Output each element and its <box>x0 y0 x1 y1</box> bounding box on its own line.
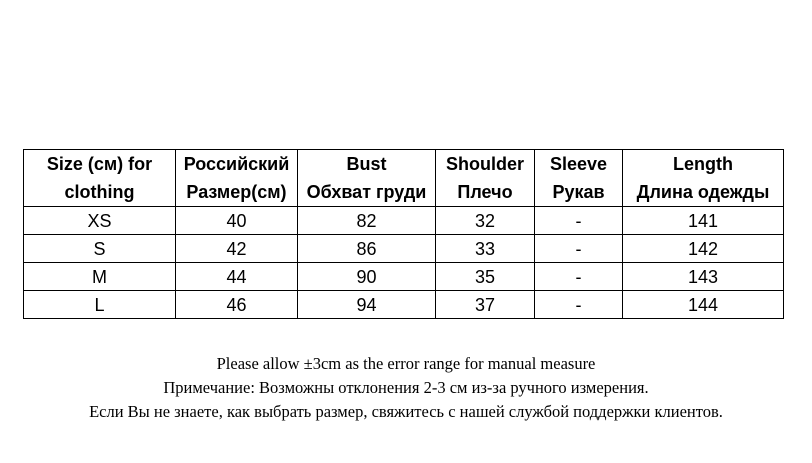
note-error-range-en: Please allow ±3cm as the error range for manual measure <box>216 354 596 373</box>
table-row <box>24 235 784 263</box>
table-row <box>24 263 784 291</box>
cell-bust: 86 <box>298 235 436 263</box>
cell-shoulder: 35 <box>436 263 535 291</box>
cell-length: 142 <box>623 235 784 263</box>
cell-russian-size: 42 <box>176 235 298 263</box>
table-row <box>24 207 784 235</box>
cell-length: 143 <box>623 263 784 291</box>
table-row <box>24 291 784 319</box>
cell-length: 141 <box>623 207 784 235</box>
cell-size: XS <box>24 207 176 235</box>
cell-bust: 82 <box>298 207 436 235</box>
cell-shoulder: 37 <box>436 291 535 319</box>
note-contact-support-ru: Если Вы не знаете, как выбрать размер, свяжитесь с нашей службой поддержки клиентов. <box>89 402 723 421</box>
cell-sleeve: - <box>535 263 623 291</box>
header-size-for-clothing: Size (см) for clothing <box>24 150 176 207</box>
cell-shoulder: 32 <box>436 207 535 235</box>
cell-size: M <box>24 263 176 291</box>
header-sleeve: Sleeve Рукав <box>535 150 623 207</box>
header-bust: Bust Обхват груди <box>298 150 436 207</box>
cell-bust: 94 <box>298 291 436 319</box>
cell-shoulder: 33 <box>436 235 535 263</box>
header-length: Length Длина одежды <box>623 150 784 207</box>
cell-sleeve: - <box>535 291 623 319</box>
header-shoulder: Shoulder Плечо <box>436 150 535 207</box>
cell-russian-size: 46 <box>176 291 298 319</box>
header-russian-size: Российский Размер(см) <box>176 150 298 207</box>
note-error-range-ru: Примечание: Возможны отклонения 2-3 см из-за ручного измерения. <box>163 378 649 397</box>
measurement-notes <box>0 352 812 424</box>
cell-sleeve: - <box>535 235 623 263</box>
cell-length: 144 <box>623 291 784 319</box>
cell-size: L <box>24 291 176 319</box>
cell-size: S <box>24 235 176 263</box>
cell-russian-size: 44 <box>176 263 298 291</box>
cell-russian-size: 40 <box>176 207 298 235</box>
cell-sleeve: - <box>535 207 623 235</box>
cell-bust: 90 <box>298 263 436 291</box>
header-row <box>24 150 784 207</box>
size-chart-table <box>23 149 784 319</box>
